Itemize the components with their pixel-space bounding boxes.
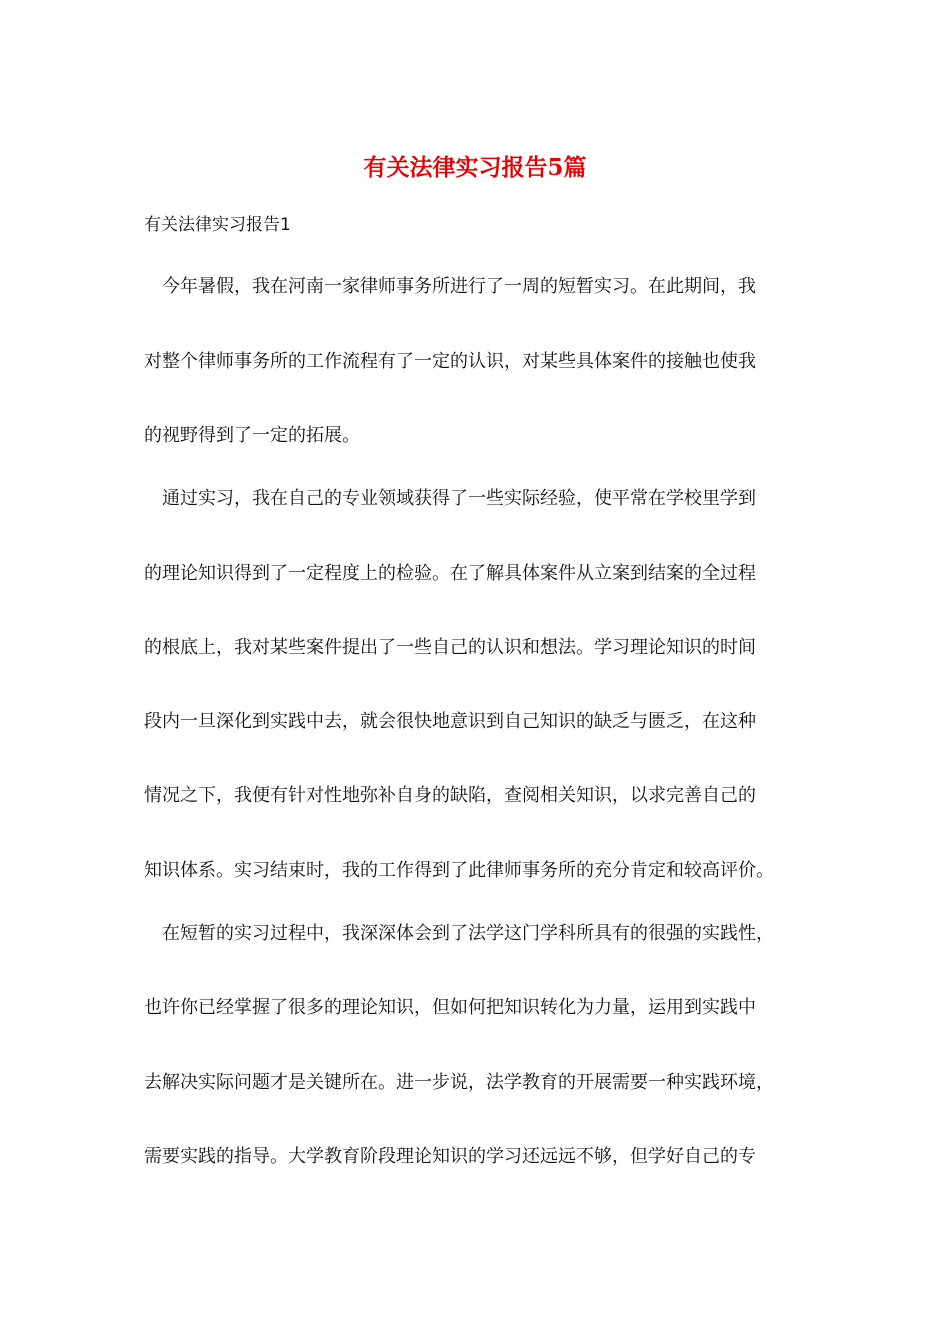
paragraph-1-line-3: 的视野得到了一定的拓展。 <box>144 425 360 446</box>
paragraph-2-line-2: 的理论知识得到了一定程度上的检验。在了解具体案件从立案到结案的全过程 <box>144 563 756 584</box>
paragraph-2-line-3: 的根底上，我对某些案件提出了一些自己的认识和想法。学习理论知识的时间 <box>144 637 756 658</box>
paragraph-2-line-4: 段内一旦深化到实践中去，就会很快地意识到自己知识的缺乏与匮乏，在这种 <box>144 711 756 732</box>
paragraph-3-line-4: 需要实践的指导。大学教育阶段理论知识的学习还远远不够，但学好自己的专 <box>144 1146 756 1167</box>
paragraph-1-line-2: 对整个律师事务所的工作流程有了一定的认识，对某些具体案件的接触也使我 <box>144 351 756 372</box>
paragraph-1-line-1: 今年暑假，我在河南一家律师事务所进行了一周的短暂实习。在此期间，我 <box>162 276 756 297</box>
document-title: 有关法律实习报告5篇 <box>363 154 587 181</box>
paragraph-2-line-6: 知识体系。实习结束时，我的工作得到了此律师事务所的充分肯定和较高评价。 <box>144 860 774 881</box>
paragraph-3-line-3: 去解决实际问题才是关键所在。进一步说，法学教育的开展需要一种实践环境， <box>144 1072 774 1093</box>
section-heading: 有关法律实习报告1 <box>144 215 291 235</box>
paragraph-2-line-1: 通过实习，我在自己的专业领域获得了一些实际经验，使平常在学校里学到 <box>162 488 756 509</box>
paragraph-2-line-5: 情况之下，我便有针对性地弥补自身的缺陷，查阅相关知识，以求完善自己的 <box>144 785 756 806</box>
paragraph-3-line-2: 也许你已经掌握了很多的理论知识，但如何把知识转化为力量，运用到实践中 <box>144 997 756 1018</box>
paragraph-3-line-1: 在短暂的实习过程中，我深深体会到了法学这门学科所具有的很强的实践性， <box>162 923 774 944</box>
